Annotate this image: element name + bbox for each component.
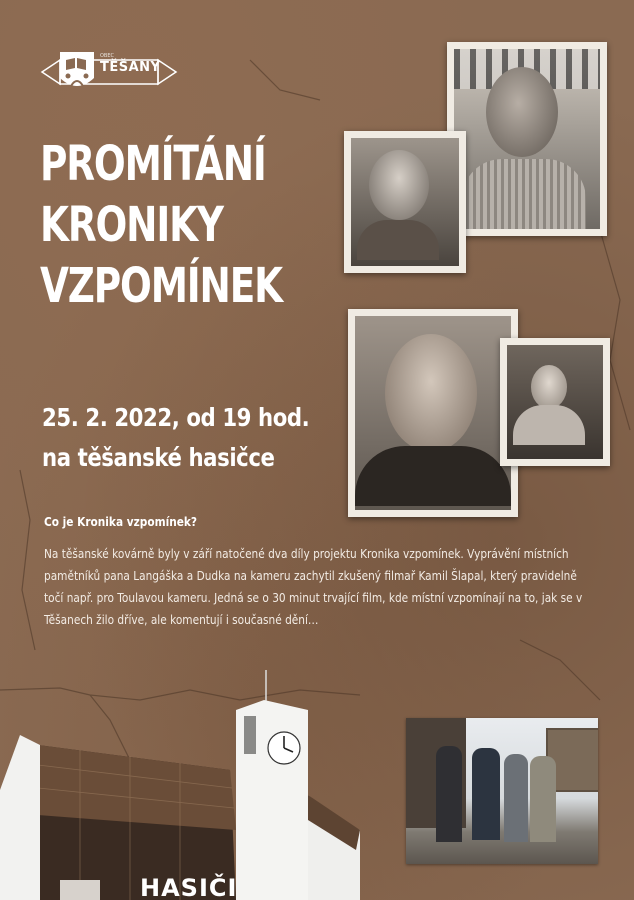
title-line-2: KRONIKY bbox=[40, 197, 223, 253]
event-info bbox=[42, 398, 309, 478]
section-heading: Co je Kronika vzpomínek? bbox=[44, 515, 198, 529]
photo-film-crew bbox=[406, 718, 598, 864]
building-sign: HASIČI bbox=[140, 874, 238, 900]
page-title bbox=[40, 134, 282, 317]
photo-child-2 bbox=[500, 338, 610, 466]
photo-old-man-2 bbox=[348, 309, 518, 517]
title-line-3: VZPOMÍNEK bbox=[40, 258, 282, 314]
title-line-1: PROMÍTÁNÍ bbox=[40, 136, 266, 192]
section-body: Na těšanské kovárně byly v září natočené dva díly projektu Kronika vzpomínek. Vyprávění místních pamětníků pana Langáška a Dudka na kameru zachytil zkušený filmař Kamil Šlapal, který pravidelně točí např. pro Toulavou kameru. Jedná se o 30 minut trvající film, kde místní vzpomínají na to, jak se v Těšanech žilo dříve, ale komentují i současné dění… bbox=[44, 547, 583, 627]
photo-old-man-1 bbox=[447, 42, 607, 236]
event-date: 25. 2. 2022, od 19 hod. bbox=[42, 403, 310, 432]
fire-station-building bbox=[0, 670, 380, 900]
logo-name: TĚŠANY bbox=[100, 60, 161, 75]
logo-small-text: OBEC bbox=[100, 53, 115, 59]
photo-child-1 bbox=[344, 131, 466, 273]
event-place: na těšanské hasičce bbox=[42, 443, 275, 472]
